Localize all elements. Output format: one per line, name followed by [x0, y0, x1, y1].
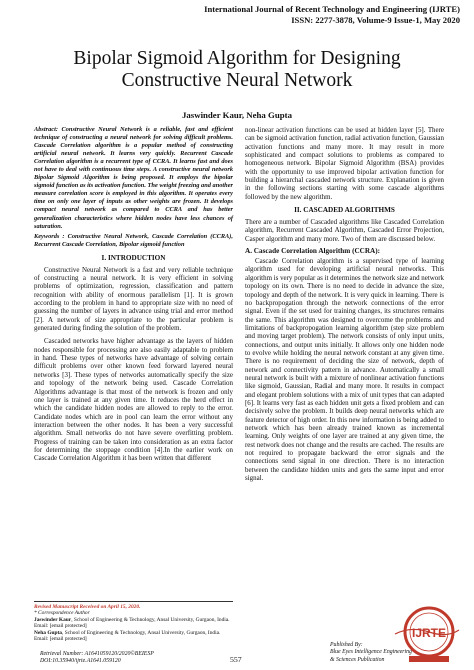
logo-text: IJRTE	[411, 626, 447, 640]
footnote-rule	[34, 601, 233, 602]
author-1-details: , School of Engineering & Technology, Ansal University, Gurgaon, India. Email: [email protected]	[34, 616, 230, 630]
title-line-2: Constructive Neural Network	[121, 70, 353, 91]
journal-header	[20, 4, 460, 25]
correspondence-note: * Correspondence Author	[34, 610, 90, 617]
retrieval-number: Retrieval Number: A1641059120/2020©BEIESP	[40, 651, 154, 657]
author-1-affiliation	[34, 617, 233, 630]
section-heading-introduction: I. INTRODUCTION	[101, 253, 166, 262]
abstract: Abstract: Constructive Neural Network is a reliable, fast and efficient technique of constructing a neural network for solving difficult problems. Cascade Correlation algorithm is a popular method of constructing artificial neural network. It learns very quickly. Recurrent Cascade Correlation algorithm is a recurrent type of CCRA. It learns fast and does not have to deal with continuous time steps. A constructive neural network Bipolar Sigmoid Algorithm is being proposed. It employs the bipolar sigmoid function as its activation function. The weight freezing and another measure correlation score is employed in this algorithm. It operates every time on only one layer of inputs as other weights are frozen. It develops compact neural network as compared to CCRA and has better generalization characteristics where hidden nodes have less chances of saturation.	[34, 126, 233, 230]
right-column	[245, 126, 444, 482]
publisher-line-1: Blue Eyes Intelligence Engineering	[330, 649, 412, 656]
publisher-line-2: & Sciences Publication	[330, 656, 385, 663]
footnotes	[34, 601, 233, 642]
received-note: Revised Manuscript Received on April 15, 2020.	[34, 604, 141, 610]
left-column	[34, 126, 233, 463]
page-number: 557	[230, 655, 242, 664]
journal-issn: ISSN: 2277-3878, Volume-9 Issue-1, May 2020	[291, 14, 460, 25]
author-2-details: , School of Engineering & Technology, Ansal University, Gurgaon, India. Email: [email protected]	[34, 629, 221, 643]
author-2-name: Neha Gupta	[34, 629, 63, 636]
intro-paragraph-2: Cascaded networks have higher advantage as the layers of hidden nodes responsible for processing are also easily adaptable to problem in hand. These types of networks have advantage of solving certain difficult problems over other known feed forward layered neural networks [3]. These types of networks automatically specify the size and topology of the network being used. Cascade Correlation Algorithms advantage is that most of the network is frozen and only one layer is trained at any given time. It reduces the herd effect in which the candidate hidden nodes are allowed to reply to the error. Candidate nodes which are in pool can learn the error without any interaction between the other nodes. It has been a very successful algorithm. Small networks do not have severe overfitting problem. Progress of training can be taken into consideration as an extra factor for determining the stoppage condition [4].In the earlier work on Cascade Correlation Algorithm it has been written that different	[34, 337, 233, 463]
ijrte-logo-icon	[391, 604, 461, 666]
authors: Jaswinder Kaur, Neha Gupta	[182, 110, 292, 120]
subsection-heading-ccra: A. Cascade Correlation Algorithm (CCRA):	[245, 247, 381, 256]
section-heading-cascaded-algorithms: II. CASCADED ALGORITHMS	[294, 206, 395, 215]
intro-continued-paragraph: non-linear activation functions can be used at hidden layer [5]. There can be sigmoid activation function, radial activation function, Gaussian activation functions and many more. It may result in more sophisticated and compact solutions to problems as compared to homogeneous network. Bipolar Sigmoid Algorithm (BSA) provides with the opportunity to use improved bipolar activation function for building a hierarchal cascaded network structure. Explanation is given in the following sections starting with some cascade algorithms followed by the new algorithm.	[245, 126, 444, 201]
author-2-affiliation	[34, 630, 233, 643]
doi: DOI:10.35940/ijrte.A1641.059120	[40, 658, 121, 665]
author-1-name: Jaswinder Kaur	[34, 616, 72, 623]
paper-title	[20, 48, 454, 92]
keywords: Keywords : Constructive Neural Network, Cascade Correlation (CCRA), Recurrent Cascade Correlation, Bipolar sigmoid function	[34, 232, 233, 248]
title-line-1: Bipolar Sigmoid Algorithm for Designing	[73, 48, 401, 69]
cascaded-intro-paragraph: There are a number of Cascaded algorithms like Cascaded Correlation algorithm, Recurrent Cascaded Algorithm, Cascaded Error Projection, Casper algorithm and many more. Two of them are discussed below.	[245, 218, 444, 243]
intro-paragraph-1: Constructive Neural Network is a fast and very reliable technique of constructing a neural network. It is very efficient in solving problems of optimization, regression, classification and pattern recognition with ability of enormous parallelism [1]. It is grown according to the problem in hand to appropriate size with no need of guessing the number of layers in advance using trial and error method [2]. A network of size appropriate to the particular problem is generated during finding the solution of the problem.	[34, 265, 233, 333]
published-by-label: Published By:	[330, 642, 363, 648]
journal-name: International Journal of Recent Technology and Engineering (IJRTE)	[204, 4, 460, 14]
footer-retrieval-info	[40, 651, 154, 666]
ccra-paragraph: Cascade Correlation algorithm is a supervised type of learning algorithm used for developing artificial neural networks. This algorithm is very popular as it determines the network size and network topology on its own. There is no need to decide in advance the size, topology and depth of the network. It is very quick in learning. There is no backpropogation through the network connections of the error signal. Even if the set used for training changes, its structures remains the same. This algorithm was designed to overcome the problems and limitations of backpropogation learning algorithm (step size problem and moving target problem). The network consists of only input units, connections, and output units initially. It allows only one hidden node to evolve while holding the neural network constant at any given time. There is no requirement of deciding the size of network, depth of network and connectivity pattern in advance. Automatically a small neural network is built with a mixture of nonlinear activation functions like sigmoid, Gaussian, Radial and many more. It results in compact and elegant problem solutions with a mix of unit types that can adapted [6]. It learns very fast as each hidden unit gets a fixed problem and can decisively solve the problem. It builds deep neural networks which are feature detector of high order. In this new information is being added to network which has been already trained known as incremental learning. Only weights of one layer are trained at any given time, the rest network does not change and the results are cached. The results are not required to propagate backward the error signals and the connections send signal in one direction. There is no interaction between the candidate hidden units and gets the same input and error signal.	[245, 257, 445, 483]
